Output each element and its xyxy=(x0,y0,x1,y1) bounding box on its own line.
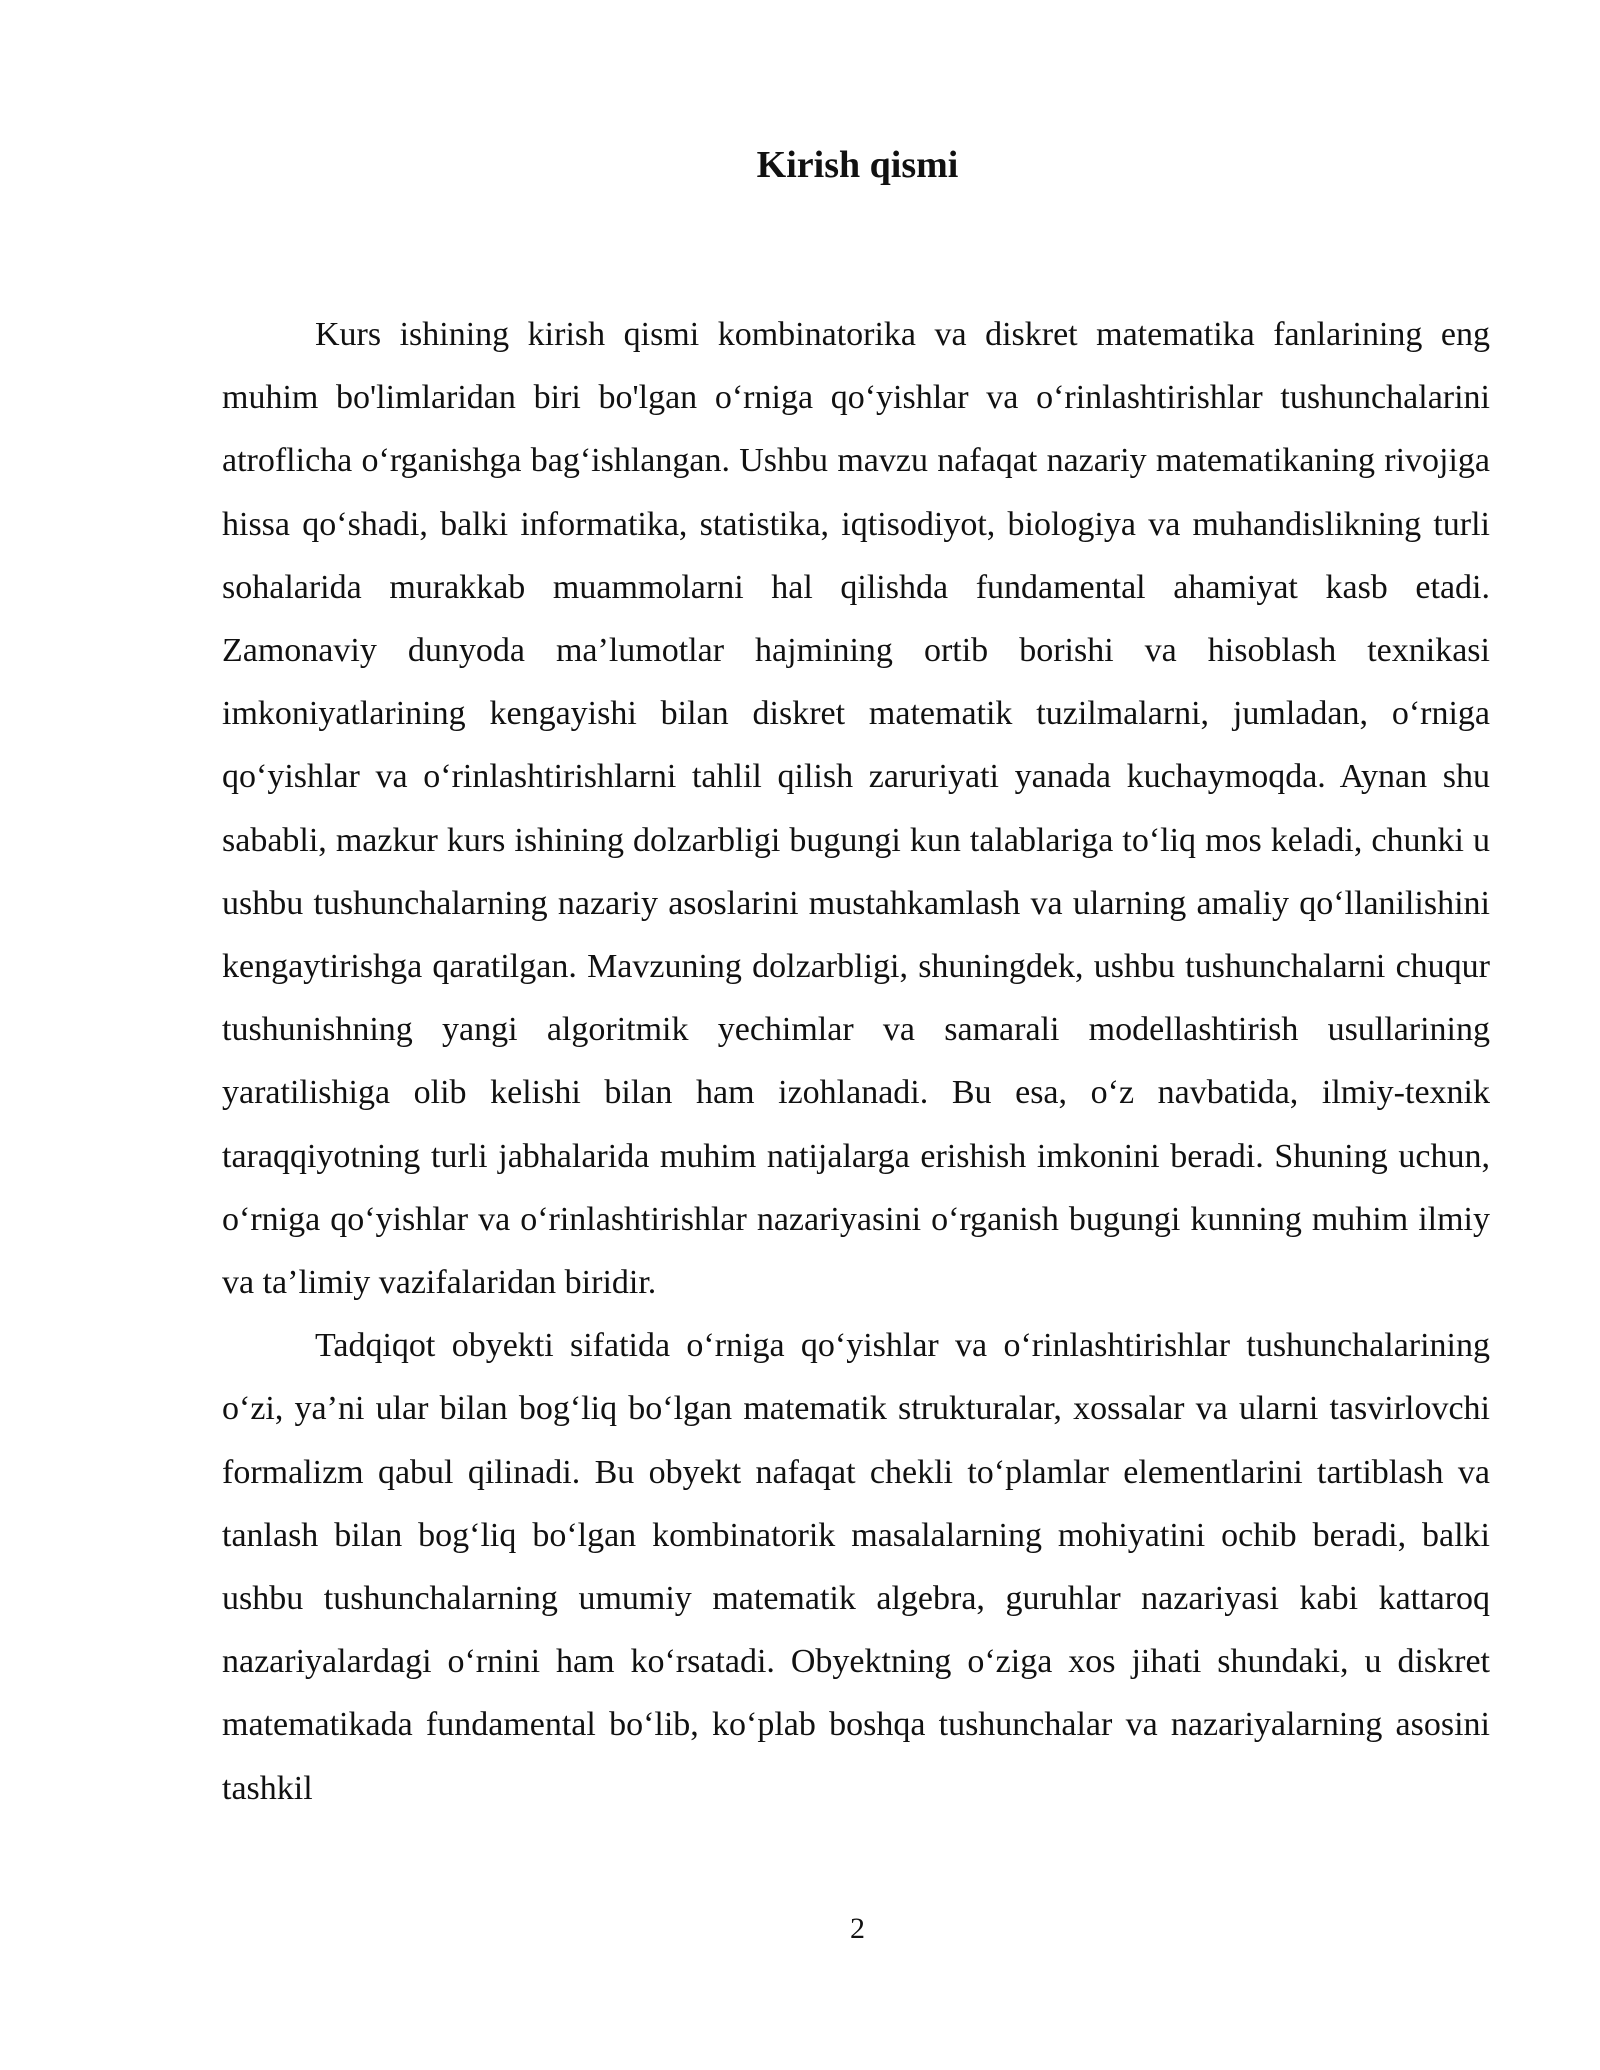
page-title: Kirish qismi xyxy=(756,144,959,186)
page-number: 2 xyxy=(850,1912,865,1945)
research-object-paragraph: Tadqiqot obyekti sifatida o‘rniga qo‘yishlar va o‘rinlashtirishlar tushunchalarining o‘zi, ya’ni ular bilan bog‘liq bo‘lgan matematik strukturalar, xossalar va ularni tasvirlovchi formalizm qabul qilinadi. Bu obyekt nafaqat chekli to‘plamlar elementlarini tartiblash va tanlash bilan bog‘liq bo‘lgan kombinatorik masalalarning mohiyatini ochib beradi, balki ushbu tushunchalarning umumiy matematik algebra, guruhlar nazariyasi kabi kattaroq nazariyalardagi o‘rnini ham ko‘rsatadi. Obyektning o‘ziga xos jihati shundaki, u diskret matematikada fundamental bo‘lib, ko‘plab boshqa tushunchalar va nazariyalarning asosini tashkil xyxy=(222,1327,1490,1807)
document-body xyxy=(222,303,1490,1820)
intro-paragraph: Kurs ishining kirish qismi kombinatorika va diskret matematika fanlarining eng muhim bo'limlaridan biri bo'lgan o‘rniga qo‘yishlar va o‘rinlashtirishlar tushunchalarini atroflicha o‘rganishga bag‘ishlangan. Ushbu mavzu nafaqat nazariy matematikaning rivojiga hissa qo‘shadi, balki informatika, statistika, iqtisodiyot, biologiya va muhandislikning turli sohalarida murakkab muammolarni hal qilishda fundamental ahamiyat kasb etadi. Zamonaviy dunyoda ma’lumotlar hajmining ortib borishi va hisoblash texnikasi imkoniyatlarining kengayishi bilan diskret matematik tuzilmalarni, jumladan, o‘rniga qo‘yishlar va o‘rinlashtirishlarni tahlil qilish zaruriyati yanada kuchaymoqda. Aynan shu sababli, mazkur kurs ishining dolzarbligi bugungi kun talablariga to‘liq mos keladi, chunki u ushbu tushunchalarning nazariy asoslarini mustahkamlash va ularning amaliy qo‘llanilishini kengaytirishga qaratilgan. Mavzuning dolzarbligi, shuningdek, ushbu tushunchalarni chuqur tushunishning yangi algoritmik yechimlar va samarali modellashtirish usullarining yaratilishiga olib kelishi bilan ham izohlanadi. Bu esa, o‘z navbatida, ilmiy-texnik taraqqiyotning turli jabhalarida muhim natijalarga erishish imkonini beradi. Shuning uchun, o‘rniga qo‘yishlar va o‘rinlashtirishlar nazariyasini o‘rganish bugungi kunning muhim ilmiy va ta’limiy vazifalaridan biridir. xyxy=(222,316,1490,1302)
